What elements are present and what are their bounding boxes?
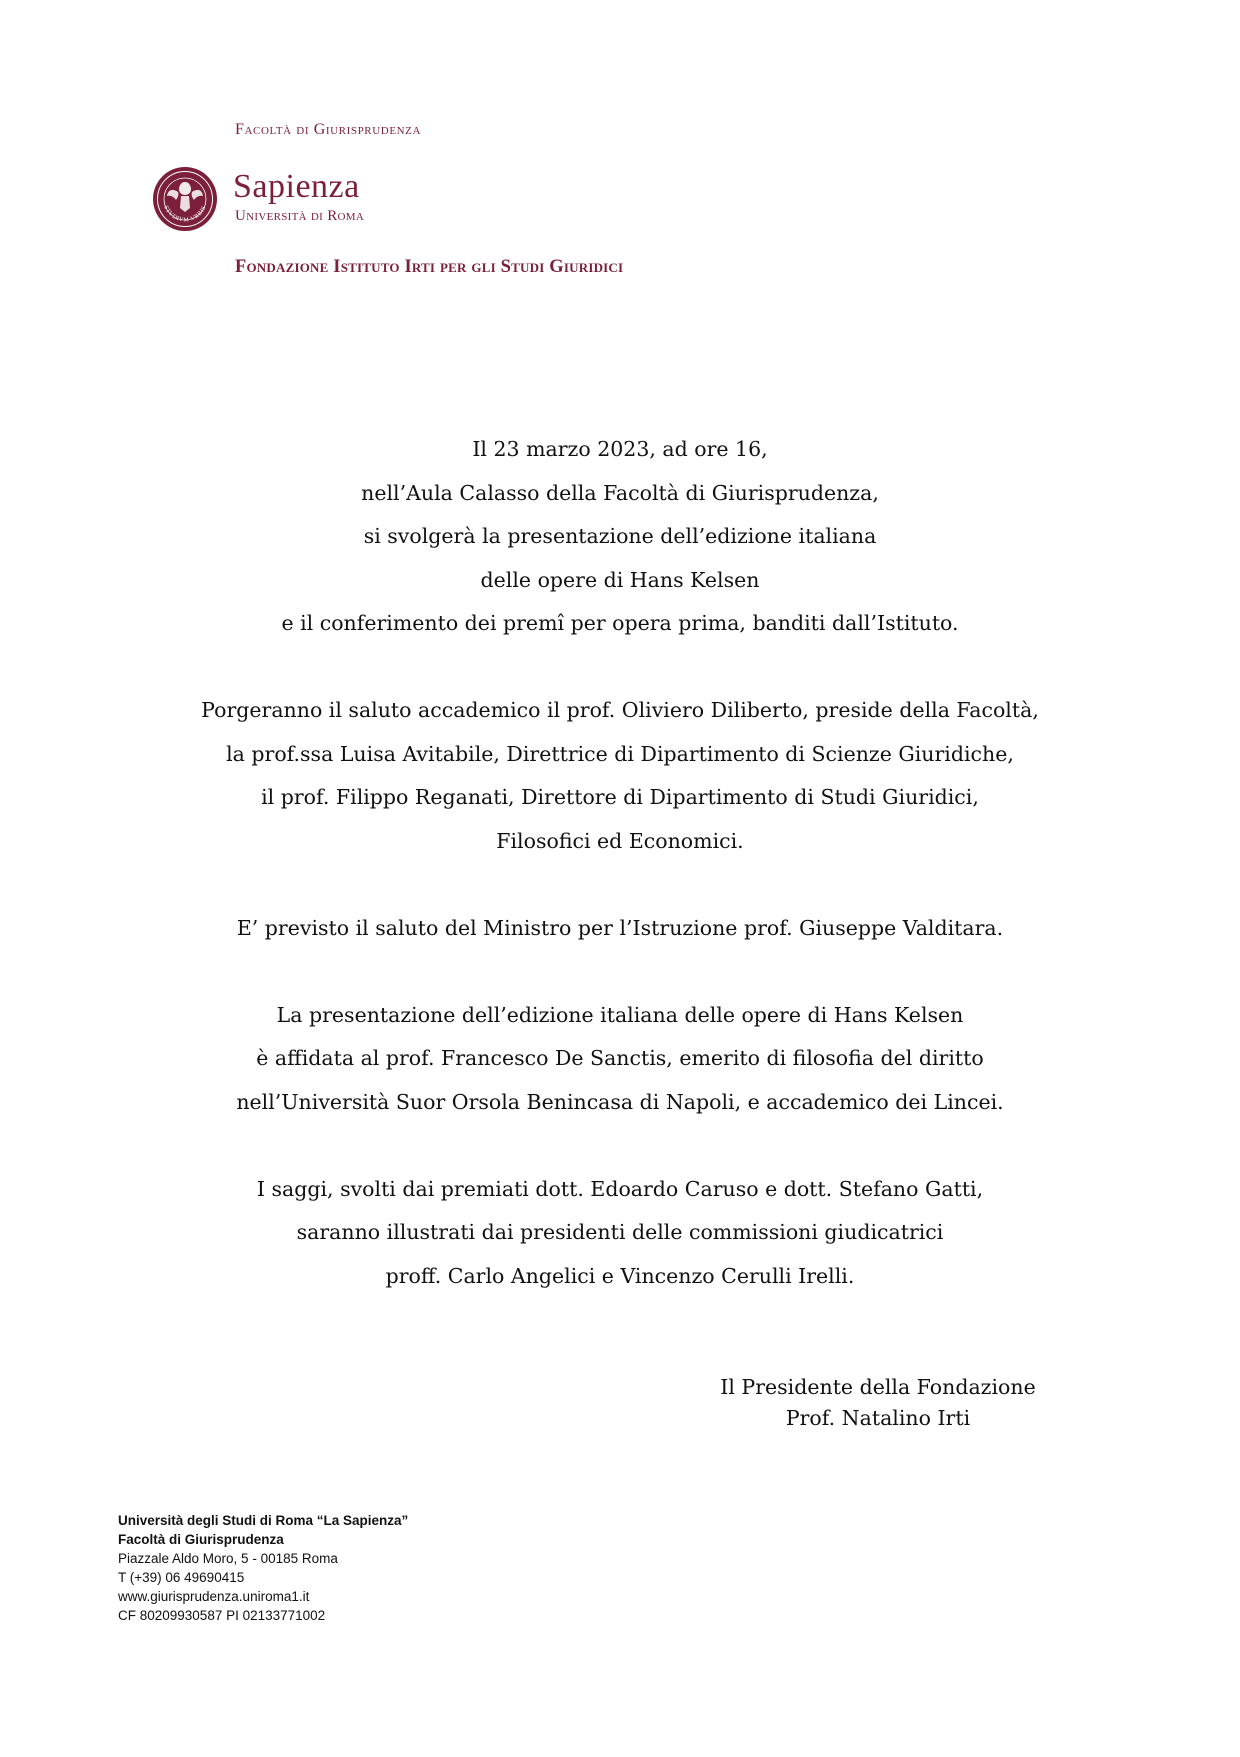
- body-line: nell’Università Suor Orsola Benincasa di Napoli, e accademico dei Lincei.: [236, 1089, 1004, 1114]
- body-line: delle opere di Hans Kelsen: [480, 567, 760, 592]
- footer-website: www.giurisprudenza.uniroma1.it: [118, 1589, 310, 1604]
- body-line: nell’Aula Calasso della Facoltà di Giurisprudenza,: [361, 480, 879, 505]
- body-paragraph: [140, 689, 1100, 863]
- body-paragraph: [140, 1168, 1100, 1299]
- university-subtitle: Università di Roma: [235, 208, 365, 224]
- body-line: La presentazione dell’edizione italiana delle opere di Hans Kelsen: [276, 1002, 964, 1027]
- body-line: Porgeranno il saluto accademico il prof. Oliviero Diliberto, preside della Facoltà,: [201, 698, 1039, 722]
- body-paragraph: [140, 428, 1100, 646]
- body-line: e il conferimento dei premî per opera prima, banditi dall’Istituto.: [281, 611, 959, 635]
- body-line: è affidata al prof. Francesco De Sanctis, emerito di filosofia del diritto: [256, 1046, 984, 1070]
- footer-university: Università degli Studi di Roma “La Sapienza”: [118, 1513, 409, 1528]
- body-paragraph: [140, 994, 1100, 1125]
- foundation-heading: Fondazione Istituto Irti per gli Studi Giuridici: [235, 257, 624, 277]
- footer-address: Piazzale Aldo Moro, 5 - 00185 Roma: [118, 1551, 338, 1566]
- university-wordmark: Sapienza: [233, 168, 360, 205]
- footer-address-block: [118, 1511, 408, 1625]
- body-line: E’ previsto il saluto del Ministro per l’Istruzione prof. Giuseppe Valditara.: [236, 915, 1004, 940]
- signature-name: Prof. Natalino Irti: [785, 1406, 971, 1430]
- letter-body: [140, 428, 1100, 1298]
- footer-phone: T (+39) 06 49690415: [118, 1570, 245, 1585]
- body-line: I saggi, svolti dai premiati dott. Edoardo Caruso e dott. Stefano Gatti,: [256, 1176, 984, 1201]
- signature-title: Il Presidente della Fondazione: [720, 1375, 1036, 1399]
- body-line: proff. Carlo Angelici e Vincenzo Cerulli Irelli.: [385, 1263, 855, 1288]
- body-line: il prof. Filippo Reganati, Direttore di Dipartimento di Studi Giuridici,: [261, 785, 979, 809]
- body-line: Il 23 marzo 2023, ad ore 16,: [472, 437, 768, 461]
- footer-faculty: Facoltà di Giurisprudenza: [118, 1532, 284, 1547]
- sapienza-seal-logo: [152, 166, 218, 232]
- body-paragraph: [140, 907, 1100, 951]
- body-line: si svolgerà la presentazione dell’edizione italiana: [363, 524, 877, 548]
- svg-text:STVDIVM VRBIS: STVDIVM VRBIS: [162, 204, 208, 224]
- faculty-heading: Facoltà di Giurisprudenza: [235, 121, 422, 138]
- signature-block: [700, 1372, 1056, 1434]
- body-line: saranno illustrati dai presidenti delle commissioni giudicatrici: [296, 1220, 944, 1244]
- body-line: la prof.ssa Luisa Avitabile, Direttrice di Dipartimento di Scienze Giuridiche,: [226, 741, 1014, 766]
- footer-fiscal-codes: CF 80209930587 PI 02133771002: [118, 1608, 326, 1623]
- body-line: Filosofici ed Economici.: [496, 828, 744, 853]
